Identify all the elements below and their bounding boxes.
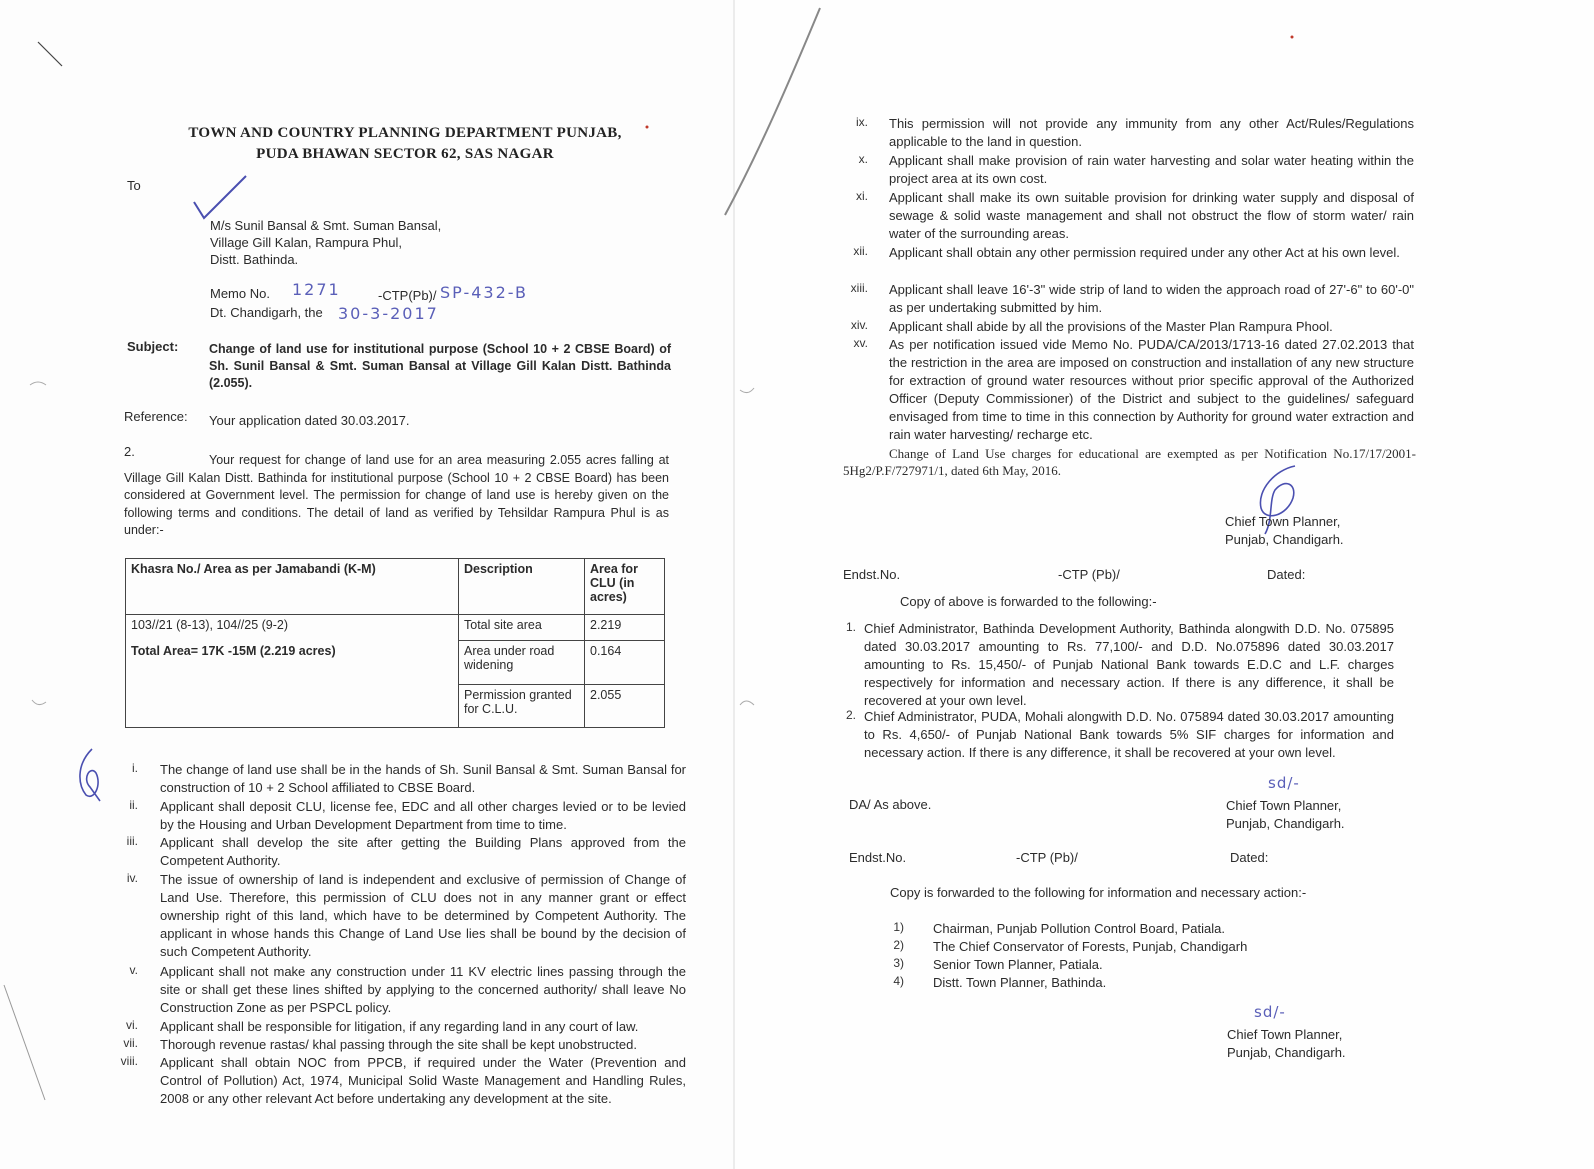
condition-9-text: This permission will not provide any immunity from any other Act/Rules/Regulations applicable to the land in question. [889,116,1414,149]
khasra-line-2: Total Area= 17K -15M (2.219 acres) [131,644,336,658]
condition-4-text: The issue of ownership of land is independent and exclusive of permission of Change of Land Use. Therefore, this permission of CLU does not in any manner grant or effect ownership right of this land, which have to be determined by Competent Authority. The applicant in whose hands this Change of Land Use lies shall be bound by the decision of such Competent Authority. [160,872,686,959]
subject-label: Subject: [127,339,179,354]
land-detail-table [125,558,665,728]
date-label: Dt. Chandigarh, the [210,305,323,320]
signature-1-line-2: Punjab, Chandigarh. [1225,532,1344,547]
table-area-2: 0.164 [585,641,665,684]
condition-14-text: Applicant shall abide by all the provisions of the Master Plan Rampura Phool. [889,319,1333,334]
copy-1-item-1-number: 1. [845,620,856,634]
initials-signature-icon [72,745,108,805]
condition-11-text: Applicant shall make its own suitable provision for drinking water supply and disposal of sewage & solid waste management and shall not obstruct the flow of storm water/ rain water of the surrounding areas. [889,190,1414,241]
copy-1-item-2-number: 2. [845,708,856,722]
copy-1-intro: Copy of above is forwarded to the following:- [900,594,1157,609]
copy-2-item-3-text: Senior Town Planner, Patiala. [933,957,1103,972]
condition-7-number: vii. [123,1036,138,1050]
signature-2-line-2: Punjab, Chandigarh. [1226,816,1345,831]
condition-9-number: ix. [856,115,868,129]
tick-mark-icon [190,172,250,222]
condition-12-text: Applicant shall obtain any other permission required under any other Act at his own level. [889,245,1400,260]
signature-3-line-2: Punjab, Chandigarh. [1227,1045,1346,1060]
condition-7-text: Thorough revenue rastas/ khal passing through the site shall be kept unobstructed. [160,1037,637,1052]
endst-2-ctp: -CTP (Pb)/ [1016,850,1078,865]
condition-3-number: iii. [126,834,138,848]
condition-5-number: v. [129,963,138,977]
endst-2-dated: Dated: [1230,850,1269,865]
addressee-line-3: Distt. Bathinda. [210,252,299,267]
copy-2-item-2-number: 2) [893,938,904,952]
table-desc-1: Total site area [459,615,585,641]
condition-11-number: xi. [856,189,868,203]
header-line-1: TOWN AND COUNTRY PLANNING DEPARTMENT PUNJAB, [188,125,622,141]
copy-2-item-3-number: 3) [893,956,904,970]
date-handwritten: 30-3-2017 [338,304,439,323]
condition-10-number: x. [858,152,868,166]
condition-13-number: xiii. [850,281,868,295]
endst-2-label: Endst.No. [849,850,907,865]
condition-4-number: iv. [126,871,138,885]
signature-3-line-1: Chief Town Planner, [1227,1027,1343,1042]
endst-1-ctp: -CTP (Pb)/ [1058,567,1120,582]
endst-1-dated: Dated: [1267,567,1306,582]
signature-2-block [1226,797,1345,833]
condition-10-text: Applicant shall make provision of rain water harvesting and solar water heating within the project area at its own cost. [889,153,1414,186]
condition-15-number: xv. [853,336,868,350]
copy-2-item-1-number: 1) [893,920,904,934]
table-header-khasra: Khasra No./ Area as per Jamabandi (K-M) [126,559,459,615]
reference-label: Reference: [124,409,188,424]
condition-6-text: Applicant shall be responsible for litigation, if any regarding land in any court of law. [160,1019,639,1034]
exemption-text: Change of Land Use charges for educational are exempted as per Notification No.17/17/2001-5Hg2/P.F/727971/1, dated 6th May, 2016. [843,446,1416,478]
memo-number-handwritten: 1271 [292,280,341,299]
condition-5-text: Applicant shall not make any construction under 11 KV electric lines passing through the site or shall get these lines shifted by applying to the concerned authority/ shall leave No Construction Zone as per PSPCL policy. [160,964,686,1015]
condition-3-text: Applicant shall develop the site after getting the Building Plans approved from the Competent Authority. [160,835,686,868]
endst-1-label: Endst.No. [843,567,901,582]
copy-2-item-4-number: 4) [893,974,904,988]
table-area-3: 2.055 [585,684,665,727]
table-area-1: 2.219 [585,615,665,641]
condition-2-text: Applicant shall deposit CLU, license fee, EDC and all other charges levied or to be levied by the Housing and Urban Development Department from time to time. [160,799,686,832]
condition-13-text: Applicant shall leave 16'-3" wide strip of land to widen the approach road of 27'-6" to 60'-0" as per undertaking submitted by him. [889,282,1414,315]
condition-8-number: viii. [120,1054,138,1068]
table-header-area: Area for CLU (in acres) [585,559,665,615]
signature-1-line-1: Chief Town Planner, [1225,514,1341,529]
addressee-line-2: Village Gill Kalan, Rampura Phul, [210,235,402,250]
condition-12-number: xii. [853,244,868,258]
copy-2-item-4-text: Distt. Town Planner, Bathinda. [933,975,1107,990]
memo-ctp-ref-handwritten: SP-432-B [440,283,528,302]
da-label: DA/ As above. [849,797,932,812]
sd-mark-2: sd/- [1268,774,1300,792]
subject-text: Change of land use for institutional purpose (School 10 + 2 CBSE Board) of Sh. Sunil Bansal & Smt. Suman Bansal at Village Gill Kalan Distt. Bathinda (2.055). [209,342,671,390]
condition-6-number: vi. [126,1018,138,1032]
condition-1-number: i. [132,761,138,775]
to-label: To [127,178,141,193]
copy-2-intro: Copy is forwarded to the following for information and necessary action:- [890,885,1307,900]
para2-number: 2. [124,444,135,459]
table-desc-3: Permission granted for C.L.U. [459,684,585,727]
copy-2-item-2-text: The Chief Conservator of Forests, Punjab, Chandigarh [933,939,1248,954]
memo-ctp-label: -CTP(Pb)/ [378,288,437,303]
condition-1-text: The change of land use shall be in the hands of Sh. Sunil Bansal & Smt. Suman Bansal for construction of 10 + 2 School affiliated to CBSE Board. [160,762,686,795]
copy-1-item-1-text: Chief Administrator, Bathinda Development Authority, Bathinda alongwith D.D. No. 075895 dated 30.03.2017 amounting to Rs. 77,100/- and D.D. No.075896 dated 30.03.2017 amounting to Rs. 15,450/- of Punjab National Bank towards E.D.C and L.F. charges respectively for information and necessary action. If there is any difference, it shall be recovered at your own level. [864,621,1394,708]
table-header-description: Description [459,559,585,615]
condition-8-text: Applicant shall obtain NOC from PPCB, if required under the Water (Prevention and Control of Pollution) Act, 1974, Municipal Solid Waste Management and Handling Rules, 2008 or any other relevant Act before undertaking any development at the site. [160,1055,686,1106]
signature-2-line-1: Chief Town Planner, [1226,798,1342,813]
table-desc-2: Area under road widening [459,641,585,684]
memo-label: Memo No. [210,286,270,301]
khasra-line-1: 103//21 (8-13), 104//25 (9-2) [131,618,289,632]
sd-mark-3: sd/- [1254,1003,1286,1021]
para2-text: Your request for change of land use for an area measuring 2.055 acres falling at Village Gill Kalan Distt. Bathinda for institutional purpose (School 10 + 2 CBSE Board) has been considered at Government level. The permission for change of land use is hereby given on the following terms and conditions. The detail of land as verified by Tehsildar Rampura Phul is as under:- [124,453,669,537]
reference-text: Your application dated 30.03.2017. [209,413,410,428]
copy-1-item-2-text: Chief Administrator, PUDA, Mohali alongwith D.D. No. 075894 dated 30.03.2017 amounting to Rs. 4,650/- of Punjab National Bank towards 5% SIF charges for information and necessary action. If there is any difference, it shall be recovered at your own level. [864,709,1394,760]
copy-2-item-1-text: Chairman, Punjab Pollution Control Board, Patiala. [933,921,1225,936]
condition-15-text: As per notification issued vide Memo No. PUDA/CA/2013/1713-16 dated 27.02.2013 that the restriction in the area are imposed on construction and installation of any new structure for extraction of ground water resources without prior specific approval of the Authorized Officer (Deputy Commissioner) of the District and subject to the guidelines/ safeguard envisaged from time to time in this connection by Authority for ground water extraction and rain water harvesting/ recharge etc. [889,337,1414,442]
condition-2-number: ii. [129,798,138,812]
signature-3-block [1227,1026,1346,1062]
header-line-2: PUDA BHAWAN SECTOR 62, SAS NAGAR [256,146,554,162]
condition-14-number: xiv. [850,318,868,332]
addressee-block [210,217,441,268]
addressee-line-1: M/s Sunil Bansal & Smt. Suman Bansal, [210,218,442,233]
signature-1-block [1225,513,1344,549]
